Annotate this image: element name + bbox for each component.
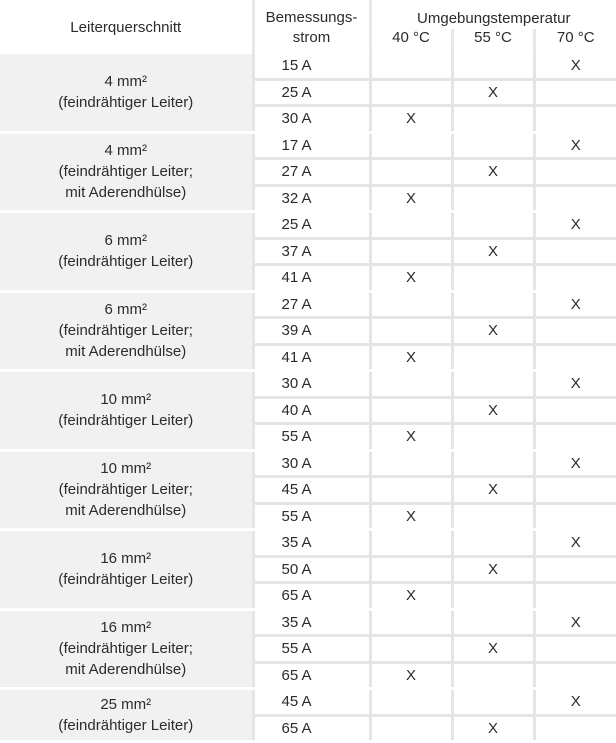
mark-cell-t70: X [534,609,616,636]
mark-cell-t55 [452,185,534,212]
mark-cell-t55: X [452,238,534,265]
mark-cell-t40 [370,159,452,186]
conductor-line: (feindrähtiger Leiter) [58,94,194,112]
rated-current-cell: 55 A [253,424,370,451]
table-row [0,54,616,79]
conductor-cell [0,291,253,371]
mark-cell-t70 [534,238,616,265]
conductor-cell [0,450,253,530]
rated-current-cell: 25 A [253,79,370,106]
rated-current-cell: 27 A [253,159,370,186]
table-body [0,54,616,742]
conductor-line: mit Aderendhülse) [65,661,187,679]
mark-cell-t40 [370,530,452,557]
conductor-cell [0,371,253,451]
mark-cell-t70 [534,715,616,742]
mark-cell-t70 [534,477,616,504]
mark-cell-t55 [452,689,534,716]
table-row [0,609,616,636]
conductor-line: mit Aderendhülse) [65,343,187,361]
mark-cell-t55: X [452,397,534,424]
table-row [0,132,616,159]
rated-current-cell: 17 A [253,132,370,159]
table-row [0,689,616,716]
header-temp-40: 40 °C [370,29,452,54]
mark-cell-t70 [534,106,616,133]
header-current-line1: Bemessungs- [265,9,358,26]
conductor-line: mit Aderendhülse) [65,502,187,520]
mark-cell-t70 [534,265,616,292]
conductor-line: (feindrähtiger Leiter) [58,253,194,271]
header-temp-70: 70 °C [534,29,616,54]
conductor-line: 6 mm² [104,232,147,250]
conductor-cell [0,212,253,292]
rated-current-cell: 40 A [253,397,370,424]
mark-cell-t40 [370,291,452,318]
rated-current-cell: 45 A [253,477,370,504]
mark-cell-t40: X [370,583,452,610]
mark-cell-t70: X [534,371,616,398]
mark-cell-t55 [452,450,534,477]
mark-cell-t40 [370,556,452,583]
table-row [0,371,616,398]
conductor-line: (feindrähtiger Leiter) [58,717,194,734]
rated-current-cell: 45 A [253,689,370,716]
mark-cell-t40 [370,477,452,504]
conductor-line: 10 mm² [100,460,152,478]
mark-cell-t70: X [534,132,616,159]
header-current-line2: strom [292,29,331,46]
mark-cell-t70: X [534,212,616,239]
mark-cell-t55 [452,265,534,292]
conductor-line: (feindrähtiger Leiter) [58,412,194,430]
mark-cell-t55 [452,212,534,239]
mark-cell-t40: X [370,106,452,133]
mark-cell-t55 [452,291,534,318]
mark-cell-t40 [370,636,452,663]
mark-cell-t55 [452,106,534,133]
mark-cell-t40 [370,609,452,636]
mark-cell-t40 [370,450,452,477]
mark-cell-t55: X [452,556,534,583]
conductor-line: (feindrähtiger Leiter; [58,322,193,340]
mark-cell-t55: X [452,715,534,742]
mark-cell-t55: X [452,159,534,186]
mark-cell-t70 [534,79,616,106]
mark-cell-t70 [534,397,616,424]
header-temp-55: 55 °C [452,29,534,54]
rated-current-cell: 25 A [253,212,370,239]
conductor-line: 10 mm² [100,391,152,409]
rated-current-cell: 39 A [253,318,370,345]
header-ambient: Umgebungstemperatur [370,0,616,29]
conductor-line: 25 mm² [100,696,152,713]
mark-cell-t70 [534,583,616,610]
mark-cell-t40 [370,715,452,742]
mark-cell-t55: X [452,636,534,663]
rated-current-cell: 41 A [253,265,370,292]
mark-cell-t55 [452,371,534,398]
rated-current-cell: 32 A [253,185,370,212]
rated-current-cell: 65 A [253,583,370,610]
mark-cell-t55 [452,424,534,451]
mark-cell-t40 [370,132,452,159]
mark-cell-t40: X [370,424,452,451]
rated-current-cell: 30 A [253,450,370,477]
conductor-line: 6 mm² [104,301,147,319]
conductor-line: (feindrähtiger Leiter; [58,163,193,181]
conductor-line: (feindrähtiger Leiter) [58,571,194,589]
mark-cell-t70 [534,636,616,663]
header-conductor: Leiterquerschnitt [0,0,253,54]
conductor-line: 4 mm² [104,73,147,91]
mark-cell-t70: X [534,530,616,557]
conductor-line: (feindrähtiger Leiter; [58,640,193,658]
rated-current-cell: 37 A [253,238,370,265]
mark-cell-t70: X [534,54,616,79]
mark-cell-t40 [370,397,452,424]
mark-cell-t40 [370,318,452,345]
table-row [0,212,616,239]
table-row [0,450,616,477]
mark-cell-t70: X [534,450,616,477]
mark-cell-t55 [452,662,534,689]
mark-cell-t70 [534,662,616,689]
mark-cell-t55 [452,583,534,610]
conductor-line: mit Aderendhülse) [65,184,187,202]
conductor-cell [0,530,253,610]
mark-cell-t55 [452,344,534,371]
mark-cell-t70 [534,556,616,583]
rated-current-cell: 15 A [253,54,370,79]
mark-cell-t55 [452,503,534,530]
mark-cell-t55 [452,530,534,557]
mark-cell-t40 [370,212,452,239]
conductor-line: (feindrähtiger Leiter; [58,481,193,499]
table-row [0,530,616,557]
mark-cell-t40 [370,238,452,265]
rated-current-cell: 55 A [253,503,370,530]
mark-cell-t70 [534,344,616,371]
rated-current-cell: 55 A [253,636,370,663]
mark-cell-t40 [370,689,452,716]
conductor-cell [0,689,253,742]
mark-cell-t70: X [534,689,616,716]
rated-current-cell: 27 A [253,291,370,318]
conductor-line: 16 mm² [100,619,152,637]
mark-cell-t40: X [370,185,452,212]
rated-current-cell: 65 A [253,715,370,742]
table-header [0,0,616,54]
conductor-cell [0,609,253,689]
table-row [0,291,616,318]
rated-current-cell: 30 A [253,106,370,133]
mark-cell-t55 [452,132,534,159]
rated-current-cell: 30 A [253,371,370,398]
mark-cell-t40 [370,54,452,79]
conductor-line: 4 mm² [104,142,147,160]
rated-current-cell: 35 A [253,609,370,636]
mark-cell-t55: X [452,318,534,345]
mark-cell-t40: X [370,344,452,371]
mark-cell-t40: X [370,503,452,530]
mark-cell-t40: X [370,662,452,689]
rated-current-cell: 65 A [253,662,370,689]
conductor-cell [0,54,253,132]
mark-cell-t40 [370,79,452,106]
rated-current-cell: 50 A [253,556,370,583]
mark-cell-t40 [370,371,452,398]
mark-cell-t40: X [370,265,452,292]
mark-cell-t55: X [452,79,534,106]
mark-cell-t55: X [452,477,534,504]
conductor-cell [0,132,253,212]
mark-cell-t55 [452,54,534,79]
mark-cell-t55 [452,609,534,636]
rated-current-cell: 41 A [253,344,370,371]
rated-current-cell: 35 A [253,530,370,557]
conductor-line: 16 mm² [100,550,152,568]
mark-cell-t70 [534,503,616,530]
mark-cell-t70: X [534,291,616,318]
mark-cell-t70 [534,424,616,451]
mark-cell-t70 [534,318,616,345]
mark-cell-t70 [534,185,616,212]
mark-cell-t70 [534,159,616,186]
header-current [253,0,370,54]
